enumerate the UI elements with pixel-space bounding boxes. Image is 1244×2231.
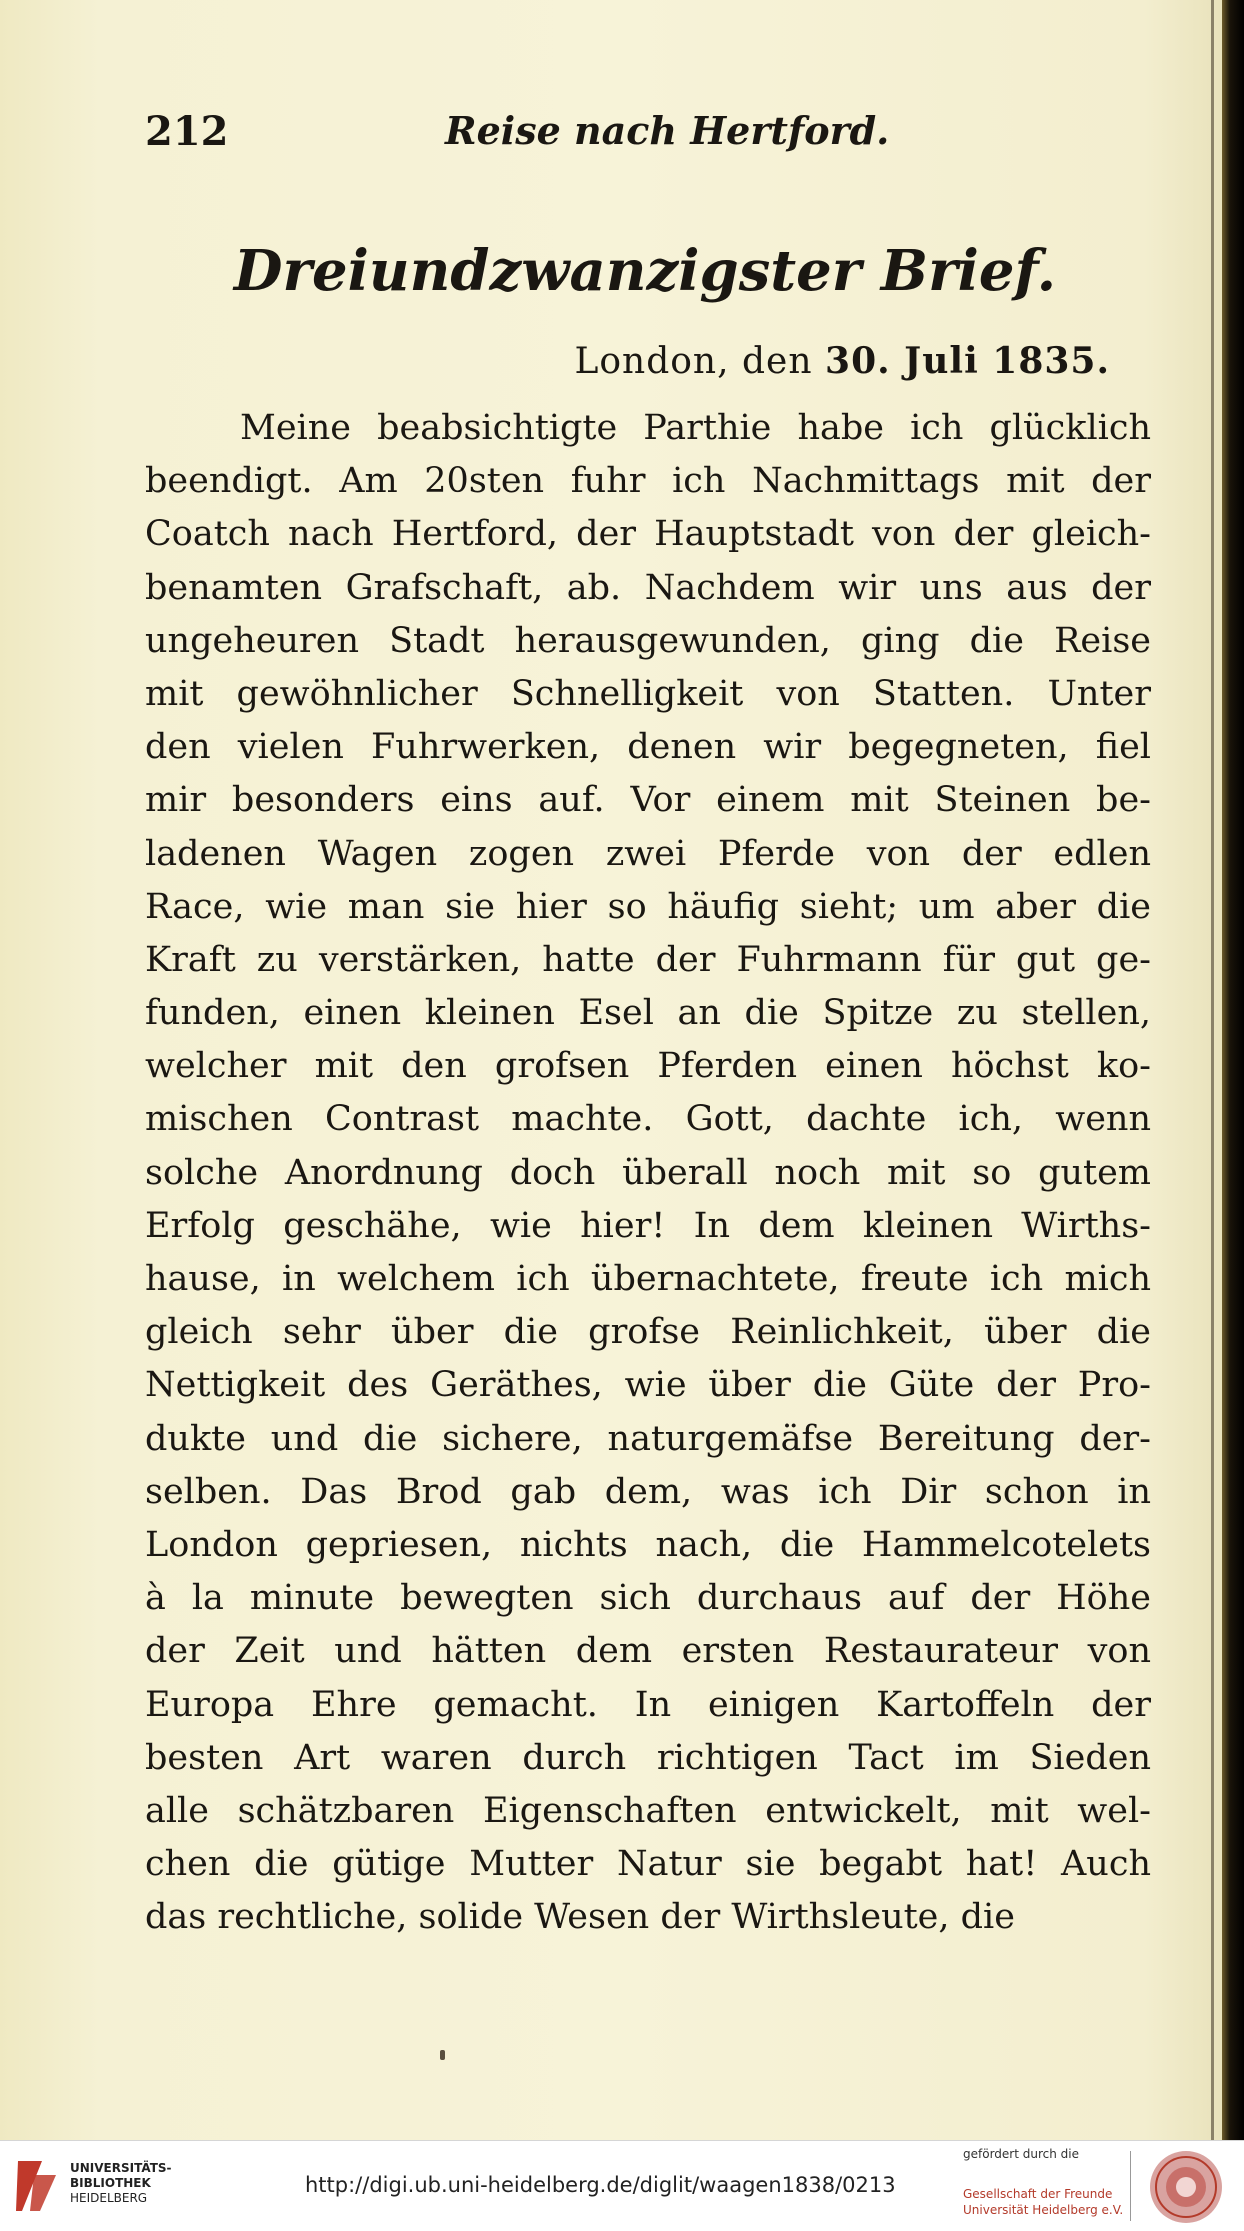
- text-line: besten Art waren durch richtigen Tact im Sieden: [145, 1737, 1151, 1778]
- text-line: gleich sehr über die grofse Reinlichkeit, über die: [145, 1312, 1151, 1353]
- text-line: hause, in welchem ich übernachtete, freute ich mich: [145, 1259, 1151, 1299]
- text-line: Coatch nach Hertford, der Hauptstadt von der gleich-: [145, 514, 1151, 555]
- text-line: Nettigkeit des Geräthes, wie über die Güte der Pro-: [145, 1365, 1151, 1406]
- dateline-place: London,: [574, 341, 730, 382]
- text-line: Europa Ehre gemacht. In einigen Kartoffeln der: [145, 1684, 1151, 1725]
- chapter-title: Dreiundzwanzigster Brief.: [233, 238, 1057, 304]
- running-header: [145, 108, 1145, 168]
- sponsor-prefix: gefördert durch die: [963, 2147, 1079, 2161]
- text-line: mit gewöhnlicher Schnelligkeit von Statten. Unter: [145, 673, 1151, 714]
- page-number: 212: [145, 108, 229, 155]
- text-line: benamten Grafschaft, ab. Nachdem wir uns aus der: [145, 567, 1151, 608]
- text-line: mir besonders eins auf. Vor einem mit Steinen be-: [145, 780, 1151, 821]
- text-line: ungeheuren Stadt herausgewunden, ging die Reise: [145, 620, 1151, 661]
- sponsor-org-line1[interactable]: Gesellschaft der Freunde: [963, 2187, 1113, 2201]
- text-line: Race, wie man sie hier so häufig sieht; um aber die: [145, 886, 1151, 927]
- library-name-line1: UNIVERSITÄTS-: [70, 2161, 172, 2175]
- text-line: Kraft zu verstärken, hatte der Fuhrmann für gut ge-: [145, 939, 1151, 980]
- permalink-url[interactable]: http://digi.ub.uni-heidelberg.de/diglit/waagen1838/0213: [305, 2173, 896, 2197]
- text-line: der Zeit und hätten dem ersten Restaurateur von: [145, 1631, 1151, 1672]
- library-name: [70, 2161, 172, 2206]
- text-line: à la minute bewegten sich durchaus auf der Höhe: [145, 1578, 1151, 1619]
- text-line: funden, einen kleinen Esel an die Spitze zu stellen,: [145, 993, 1151, 1034]
- text-line: London gepriesen, nichts nach, die Hammelcotelets: [145, 1524, 1151, 1565]
- text-line: das rechtliche, solide Wesen der Wirthsleute, die: [145, 1897, 1015, 1938]
- text-line: Erfolg geschähe, wie hier! In dem kleinen Wirths-: [145, 1205, 1151, 1246]
- viewer-footer: [0, 2140, 1244, 2231]
- text-line: chen die gütige Mutter Natur sie begabt hat! Auch: [145, 1844, 1151, 1885]
- university-seal-icon[interactable]: [1148, 2149, 1224, 2225]
- library-name-line2: BIBLIOTHEK: [70, 2176, 151, 2190]
- library-name-line3: HEIDELBERG: [70, 2191, 148, 2205]
- book-spine: [1222, 0, 1244, 2140]
- text-line: solche Anordnung doch überall noch mit so gutem: [145, 1152, 1151, 1193]
- text-line: selben. Das Brod gab dem, was ich Dir schon in: [145, 1471, 1151, 1512]
- ub-heidelberg-logo-icon[interactable]: [12, 2155, 62, 2217]
- page-edge-shadow: [1211, 0, 1214, 2140]
- text-line: welcher mit den grofsen Pferden einen höchst ko-: [145, 1046, 1151, 1087]
- running-title: Reise nach Hertford.: [445, 108, 890, 153]
- text-line: alle schätzbaren Eigenschaften entwickelt, mit wel-: [145, 1790, 1151, 1831]
- dateline: [574, 340, 1110, 382]
- letter-body: [145, 402, 1151, 1944]
- ink-speck: [440, 2050, 445, 2060]
- dateline-den: den: [742, 341, 813, 382]
- footer-divider: [1130, 2151, 1131, 2221]
- text-line: den vielen Fuhrwerken, denen wir begegneten, fiel: [145, 727, 1151, 768]
- text-line: mischen Contrast machte. Gott, dachte ich, wenn: [145, 1099, 1151, 1140]
- text-line: dukte und die sichere, naturgemäfse Bereitung der-: [145, 1418, 1151, 1459]
- dateline-date: 30. Juli 1835.: [825, 340, 1110, 382]
- text-line: ladenen Wagen zogen zwei Pferde von der edlen: [145, 833, 1151, 874]
- text-line: Meine beabsichtigte Parthie habe ich glücklich: [240, 408, 1151, 448]
- sponsor-org-line2[interactable]: Universität Heidelberg e.V.: [963, 2203, 1124, 2217]
- text-line: beendigt. Am 20sten fuhr ich Nachmittags mit der: [145, 461, 1151, 502]
